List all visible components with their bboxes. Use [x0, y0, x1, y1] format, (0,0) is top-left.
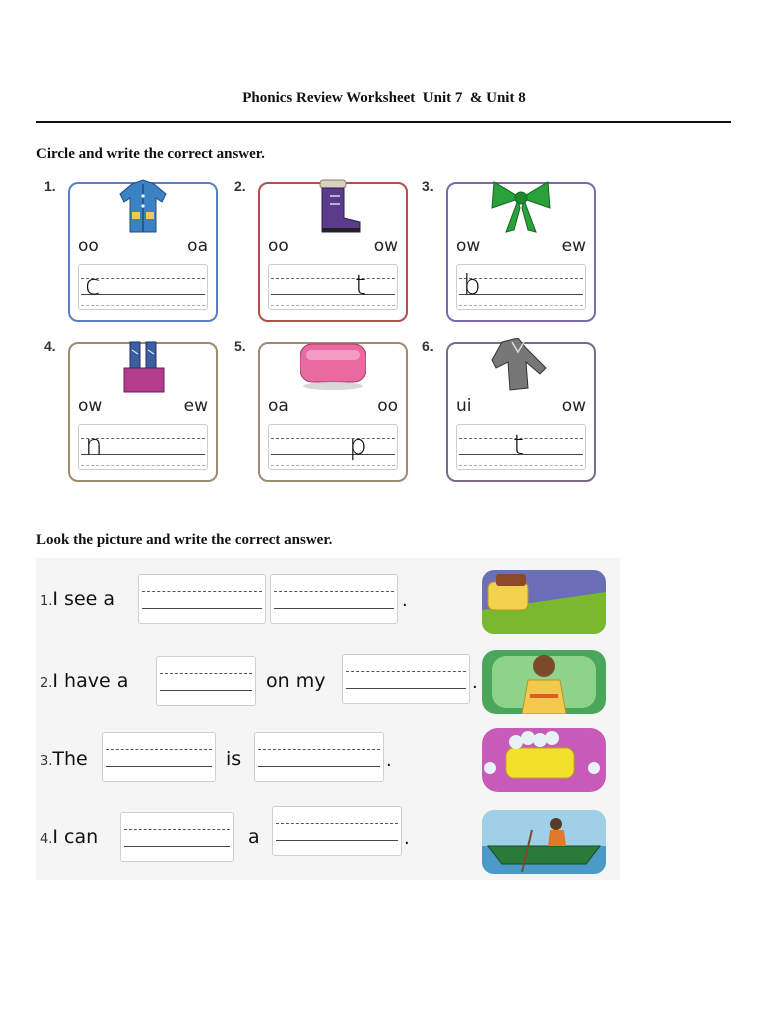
section2-heading: Look the picture and write the correct answer. — [36, 532, 333, 548]
item-number: 5. — [234, 338, 246, 354]
page-title: Phonics Review Worksheet Unit 7 & Unit 8 — [242, 90, 526, 106]
answer-blank[interactable] — [138, 574, 266, 624]
girl-robe-icon — [482, 650, 606, 714]
word-card — [68, 342, 218, 482]
phonics-item-5 — [234, 332, 424, 482]
title-divider — [36, 121, 731, 123]
phonics-item-4 — [44, 332, 234, 482]
option-right[interactable]: ew — [183, 396, 208, 416]
option-right[interactable]: ew — [561, 236, 586, 256]
word-card — [446, 182, 596, 322]
suit-icon — [488, 338, 554, 394]
option-left[interactable]: ui — [456, 396, 472, 416]
option-left[interactable]: ow — [78, 396, 103, 416]
sentence-text: 1.I see a — [40, 588, 116, 610]
coat-icon — [110, 178, 176, 234]
sentence-text: 2.I have a — [40, 670, 129, 692]
option-right[interactable]: oa — [187, 236, 208, 256]
sentence-row-4 — [36, 806, 620, 876]
sentence-text: 3.The — [40, 748, 88, 770]
write-box[interactable] — [456, 264, 586, 310]
phonics-item-3 — [422, 172, 612, 322]
word-card — [446, 342, 596, 482]
given-letter: n — [85, 428, 103, 461]
sentence-end: . — [402, 590, 408, 611]
write-box[interactable] — [268, 424, 398, 470]
answer-blank[interactable] — [156, 656, 256, 706]
answer-blank[interactable] — [254, 732, 384, 782]
sentence-end: . — [386, 750, 392, 771]
write-box[interactable] — [456, 424, 586, 470]
option-right[interactable]: ow — [373, 236, 398, 256]
answer-blank[interactable] — [270, 574, 398, 624]
item-number: 1. — [44, 178, 56, 194]
phonics-item-1 — [44, 172, 234, 322]
given-letter: t — [355, 268, 366, 301]
item-number: 6. — [422, 338, 434, 354]
sentence-text: is — [226, 748, 242, 770]
option-right[interactable]: ow — [561, 396, 586, 416]
answer-blank[interactable] — [120, 812, 234, 862]
soap-pillow-icon — [300, 338, 366, 394]
word-card — [68, 182, 218, 322]
phonics-grid — [44, 172, 610, 490]
write-box[interactable] — [268, 264, 398, 310]
item-number: 2. — [234, 178, 246, 194]
word-card — [258, 182, 408, 322]
phonics-item-2 — [234, 172, 424, 322]
given-letter: b — [463, 268, 481, 301]
option-left[interactable]: oo — [78, 236, 99, 256]
sentence-end: . — [472, 672, 478, 693]
write-box[interactable] — [78, 424, 208, 470]
sentence-panel — [36, 558, 620, 880]
pillow-bed-icon — [482, 570, 606, 634]
answer-blank[interactable] — [272, 806, 402, 856]
boot-icon — [300, 178, 366, 234]
girl-rowing-boat-icon — [482, 810, 606, 874]
item-number: 4. — [44, 338, 56, 354]
section1-heading: Circle and write the correct answer. — [36, 146, 265, 162]
given-letter: t — [513, 428, 524, 461]
new-shoes-icon — [110, 338, 176, 394]
sentence-text: on my — [266, 670, 326, 692]
answer-blank[interactable] — [342, 654, 470, 704]
write-box[interactable] — [78, 264, 208, 310]
sentence-text: 4.I can — [40, 826, 99, 848]
phonics-item-6 — [422, 332, 612, 482]
given-letter: p — [349, 428, 367, 461]
sentence-text: a — [248, 826, 260, 848]
item-number: 3. — [422, 178, 434, 194]
sentence-end: . — [404, 828, 410, 849]
sentence-row-3 — [36, 728, 620, 798]
option-right[interactable]: oo — [377, 396, 398, 416]
answer-blank[interactable] — [102, 732, 216, 782]
soap-foam-icon — [482, 728, 606, 792]
sentence-row-2 — [36, 650, 620, 720]
option-left[interactable]: ow — [456, 236, 481, 256]
sentence-row-1 — [36, 568, 620, 638]
option-left[interactable]: oa — [268, 396, 289, 416]
given-letter: c — [85, 268, 101, 301]
option-left[interactable]: oo — [268, 236, 289, 256]
word-card — [258, 342, 408, 482]
bow-icon — [488, 178, 554, 234]
